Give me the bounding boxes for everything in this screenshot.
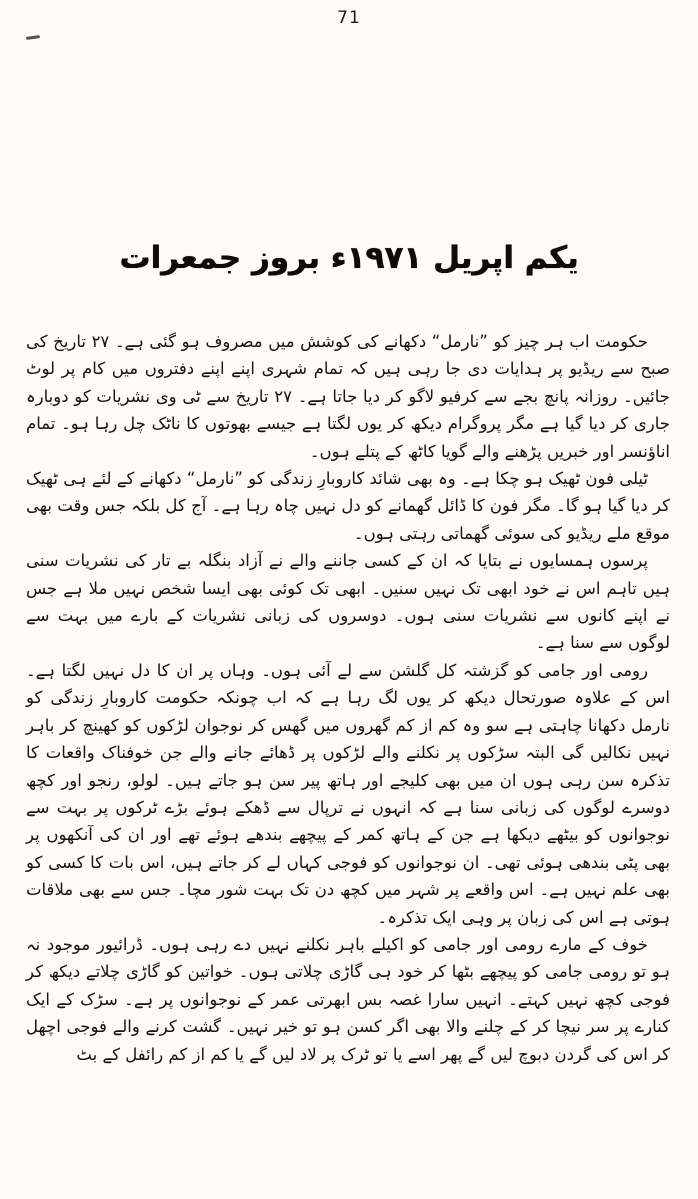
paragraph: رومی اور جامی کو گزشتہ کل گلشن سے لے آئی ہوں۔ وہاں پر ان کا دل نہیں لگتا ہے۔ اس کے علاوہ صورتحال دیکھ کر یوں لگ رہا ہے کہ اب چونکہ حکومت کاروبارِ زندگی کو نارمل دکھانا چاہتی ہے سو وہ کم از کم گھروں میں گھس کر نوجوان لڑکوں کو کھینچ کر باہر نہیں نکالیں گی البتہ سڑکوں پر نکلنے والے لڑکوں پر ڈھائے جانے والے جن خوفناک واقعات کا تذکرہ سن رہی ہوں ان میں بھی کلیجے اور ہاتھ پیر سن ہو جاتے ہیں۔ لولو، رنجو اور کچھ دوسرے لوگوں کی زبانی سنا ہے کہ انہوں نے ترپال سے ڈھکے ہوئے بڑے ٹرکوں پر بہت سے نوجوانوں کو بیٹھے دیکھا ہے جن کے ہاتھ کمر کے پیچھے بندھے ہوئے تھے اور ان کی آنکھوں پر بھی پٹی بندھی ہوئی تھی۔ ان نوجوانوں کو فوجی کہاں لے کر جاتے ہیں، اس بات کا کسی کو بھی علم نہیں ہے۔ اس واقعے پر شہر میں کچھ دن تک بہت شور مچا۔ جس سے بھی ملاقات ہوتی ہے اس کی زبان پر وہی ایک تذکرہ۔ — [26, 660, 670, 927]
paragraph: خوف کے مارے رومی اور جامی کو اکیلے باہر نکلنے نہیں دے رہی ہوں۔ ڈرائیور موجود نہ ہو تو رومی جامی کو پیچھے بٹھا کر خود ہی گاڑی چلاتی ہوں۔ خواتین کو گاڑی چلاتے دیکھ کر فوجی کچھ نہیں کہتے۔ انہیں سارا غصہ بس ابھرتی عمر کے نوجوانوں پر ہے۔ سڑک کے ایک کنارے پر سر نیچا کر کے چلنے والا بھی اگر کسن ہو تو خیر نہیں۔ گشت کرنے والے فوجی اچھل کر اس کی گردن دبوچ لیں گے پھر اسے یا تو ٹرک پر لاد لیں گے یا کم از کم رائفل کے بٹ — [26, 934, 670, 1064]
scan-artifact-mark — [26, 35, 40, 40]
paragraph: پرسوں ہمسایوں نے بتایا کہ ان کے کسی جاننے والے نے آزاد بنگلہ بے تار کی نشریات سنی ہیں تاہم اس نے خود ابھی تک نہیں سنیں۔ ابھی تک کوئی بھی ایسا شخص نہیں ملا ہے جس نے اپنے کانوں سے نشریات سنی ہوں۔ دوسروں کی زبانی نشریات کے بارے میں بہت سے لوگوں سے سنا ہے۔ — [26, 551, 670, 653]
chapter-date-heading: یکم اپریل ۱۹۷۱ء بروز جمعرات — [119, 240, 579, 276]
paragraph: ٹیلی فون ٹھیک ہو چکا ہے۔ وہ بھی شائد کاروبارِ زندگی کو ”نارمل“ دکھانے کے لئے ہی ٹھیک کر دیا گیا ہو گا۔ مگر فون کا ڈائل گھمانے کو دل نہیں چاہ رہا ہے۔ آج کل بلکہ جس وقت بھی موقع ملے ریڈیو کی سوئی گھماتی رہتی ہوں۔ — [26, 469, 670, 543]
body-text — [26, 328, 670, 1068]
paragraph: حکومت اب ہر چیز کو ”نارمل“ دکھانے کی کوشش میں مصروف ہو گئی ہے۔ ۲۷ تاریخ کی صبح سے ریڈیو پر ہدایات دی جا رہی ہیں کہ تمام شہری اپنے اپنے دفتروں میں کام پر لوٹ جائیں۔ روزانہ پانچ بجے سے کرفیو لاگو کر دیا جاتا ہے۔ ۲۷ تاریخ سے ٹی وی نشریات کو دوبارہ جاری کر دیا گیا ہے مگر پروگرام دیکھ کر یوں لگتا ہے جیسے بھوتوں کا ناٹک چل رہا ہو۔ تمام اناؤنسر اور خبریں پڑھنے والے گویا کاٹھ کے پتلے ہوں۔ — [26, 332, 670, 461]
page-number: 71 — [337, 8, 361, 28]
